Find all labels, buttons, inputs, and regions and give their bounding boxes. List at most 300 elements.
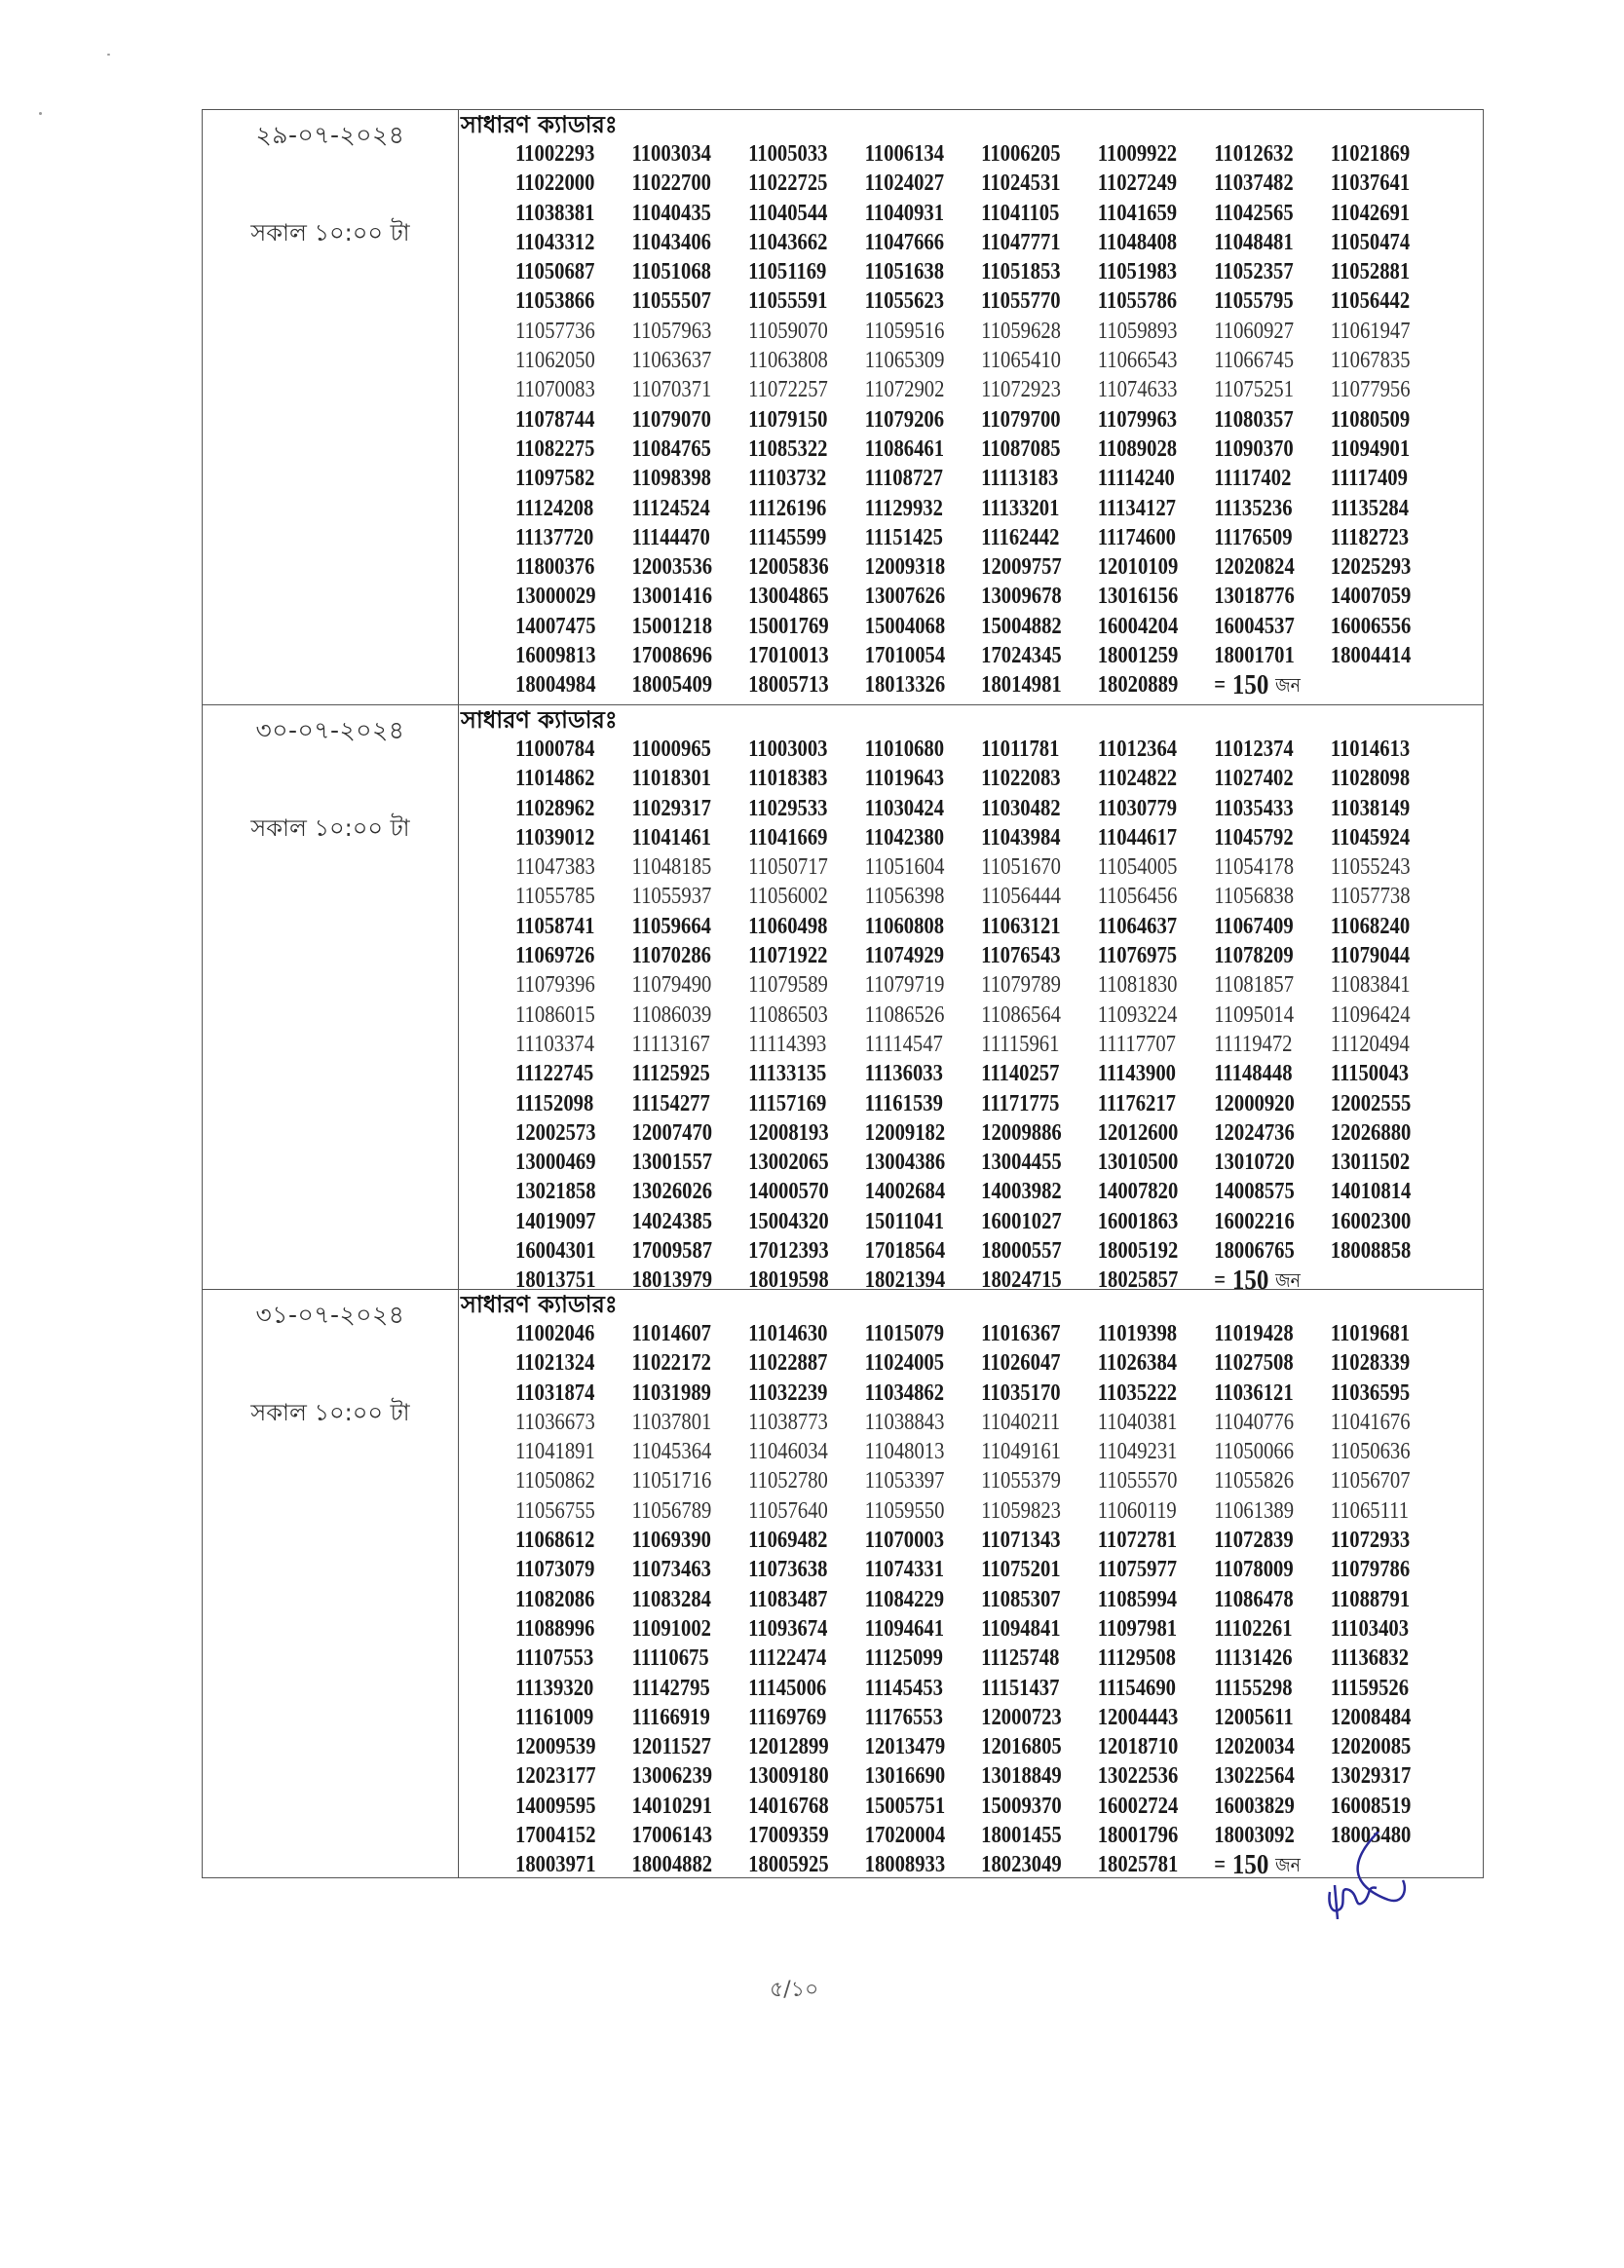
roll-number: 11082086 (515, 1586, 595, 1612)
roll-number: 13029317 (1330, 1763, 1412, 1790)
roll-number: 11124208 (515, 495, 594, 521)
roll-number: 11145453 (864, 1675, 943, 1701)
roll-number-row (515, 670, 1447, 699)
roll-number: 11056789 (631, 1497, 712, 1524)
roll-number: 11088996 (515, 1615, 595, 1642)
roll-number: 11062050 (515, 348, 595, 374)
roll-number: 11055507 (631, 288, 711, 315)
roll-number: 11162442 (981, 524, 1060, 550)
roll-number: 13009678 (981, 584, 1062, 610)
roll-number-row (515, 552, 1447, 582)
roll-number: 11022083 (981, 766, 1061, 792)
roll-number: 11018301 (631, 766, 711, 792)
roll-number-row (515, 582, 1447, 611)
roll-number: 11014630 (748, 1321, 828, 1346)
roll-numbers-cell (459, 705, 1599, 1297)
roll-number: 11050474 (1330, 229, 1411, 255)
roll-number: 11085994 (1097, 1586, 1178, 1612)
roll-number-row (515, 1319, 1447, 1348)
roll-number-row (515, 794, 1447, 823)
roll-number: 11057963 (631, 318, 712, 344)
roll-number-row (515, 1001, 1447, 1030)
roll-number: 18003092 (1214, 1823, 1295, 1849)
roll-number: 15005751 (864, 1793, 946, 1819)
roll-number: 15001769 (748, 613, 829, 639)
roll-number: 11176509 (1214, 524, 1293, 550)
roll-number: 11041461 (631, 824, 711, 850)
roll-number: 11161009 (515, 1704, 594, 1730)
roll-number: 11070003 (864, 1528, 945, 1554)
roll-number: 11081857 (1214, 972, 1295, 999)
roll-number: 11038149 (1330, 795, 1411, 821)
roll-number: 18013751 (515, 1267, 596, 1294)
roll-number: 11077956 (1330, 377, 1411, 403)
exam-date: ৩০-০৭-২০২৪ (255, 716, 405, 744)
roll-number: 11010680 (864, 737, 945, 762)
roll-number: 11019398 (1097, 1321, 1178, 1346)
roll-number: 11122474 (748, 1645, 827, 1672)
roll-number: 13009180 (748, 1763, 829, 1790)
roll-number: 14009595 (515, 1793, 596, 1819)
roll-number: 11050862 (515, 1468, 595, 1494)
exam-time: সকাল ১০:০০ টা (250, 814, 410, 842)
roll-number: 11018383 (748, 766, 828, 792)
roll-number: 11043406 (631, 229, 711, 255)
roll-number: 13022536 (1097, 1763, 1179, 1790)
roll-number: 11114547 (864, 1031, 943, 1057)
roll-number-row (515, 1466, 1447, 1495)
roll-number: 12000723 (981, 1704, 1062, 1730)
roll-number: 11083487 (748, 1586, 828, 1612)
roll-number: 17018564 (864, 1238, 946, 1265)
roll-number: 14010291 (631, 1793, 713, 1819)
roll-number: 11055243 (1330, 854, 1411, 881)
roll-number: 11051983 (1097, 259, 1178, 285)
roll-number: 11113183 (981, 466, 1059, 492)
roll-number: 11079719 (864, 972, 945, 999)
roll-number: 11042565 (1214, 200, 1294, 226)
roll-number: 11159526 (1330, 1675, 1410, 1701)
roll-number: 18001259 (1097, 643, 1179, 669)
roll-number: 11076975 (1097, 943, 1178, 969)
roll-number-row (515, 612, 1447, 641)
schedule-section (203, 1289, 1483, 1881)
roll-number: 11019643 (864, 766, 945, 792)
roll-number: 11029533 (748, 795, 828, 821)
roll-number-row (515, 970, 1447, 1000)
date-time-cell (203, 110, 459, 704)
roll-number: 11176217 (1097, 1090, 1176, 1116)
roll-number-row (515, 286, 1447, 316)
roll-number: 11079490 (631, 972, 712, 999)
roll-number: 11053397 (864, 1468, 945, 1494)
roll-number: 12009886 (981, 1119, 1062, 1146)
roll-number: 11139320 (515, 1675, 594, 1701)
roll-number: 11096424 (1330, 1002, 1411, 1028)
roll-number: 11079396 (515, 972, 595, 999)
roll-number: 11068240 (1330, 913, 1411, 939)
roll-number: 11086039 (631, 1002, 712, 1028)
roll-number: 11103732 (748, 466, 827, 492)
roll-number: 14007475 (515, 613, 596, 639)
roll-number-row (515, 346, 1447, 375)
roll-number: 11038773 (748, 1409, 828, 1435)
roll-number: 11088791 (1330, 1586, 1411, 1612)
roll-number-row (515, 464, 1447, 493)
roll-number: 18005409 (631, 672, 713, 699)
roll-number: 11086015 (515, 1002, 595, 1028)
roll-number-row (515, 1207, 1447, 1236)
roll-number: 11086461 (864, 435, 945, 462)
roll-number: 14002684 (864, 1179, 946, 1205)
roll-number: 11057736 (515, 318, 595, 344)
roll-number-row (515, 1408, 1447, 1437)
roll-number-row (515, 1792, 1447, 1821)
roll-number: 11026047 (981, 1350, 1061, 1377)
roll-number: 11069482 (748, 1528, 828, 1554)
roll-number: 16002216 (1214, 1208, 1295, 1234)
roll-number: 11125925 (631, 1061, 710, 1087)
roll-number: 13022564 (1214, 1763, 1295, 1790)
roll-number: 11002293 (515, 141, 595, 167)
roll-number: 11082275 (515, 435, 595, 462)
roll-number: 11151425 (864, 524, 943, 550)
roll-number: 11103403 (1330, 1615, 1410, 1642)
roll-number: 11069726 (515, 943, 595, 969)
roll-number: 11012364 (1097, 737, 1178, 762)
roll-number: 11059664 (631, 913, 711, 939)
roll-number: 12009757 (981, 554, 1062, 581)
roll-number: 11006205 (981, 141, 1061, 167)
roll-number: 11059628 (981, 318, 1061, 344)
roll-number: 18001701 (1214, 643, 1295, 669)
roll-number: 18004984 (515, 672, 596, 699)
roll-number: 14010814 (1330, 1179, 1412, 1205)
roll-number: 11040381 (1097, 1409, 1178, 1435)
roll-number: 11031989 (631, 1380, 711, 1406)
roll-number: 16002300 (1330, 1208, 1412, 1234)
roll-number-row (515, 405, 1447, 435)
roll-number: 11055379 (981, 1468, 1061, 1494)
roll-number: 11052881 (1330, 259, 1411, 285)
roll-number: 11055795 (1214, 288, 1294, 315)
roll-number: 11107553 (515, 1645, 594, 1672)
roll-number: 11028962 (515, 795, 595, 821)
roll-number: 11071343 (981, 1528, 1061, 1554)
roll-number: 11048408 (1097, 229, 1178, 255)
roll-number: 11074331 (864, 1557, 945, 1583)
roll-number: 11066745 (1214, 348, 1295, 374)
roll-number: 11073079 (515, 1557, 595, 1583)
roll-number: 18023049 (981, 1852, 1062, 1878)
roll-number-row (515, 912, 1447, 941)
roll-number-row (515, 139, 1447, 169)
roll-number-row (515, 1496, 1447, 1526)
roll-number: 17020004 (864, 1823, 946, 1849)
roll-number: 12009539 (515, 1734, 596, 1760)
roll-number: 11054005 (1097, 854, 1178, 881)
exam-date: ২৯-০৭-২০২৪ (255, 121, 405, 149)
roll-number: 11075251 (1214, 377, 1295, 403)
roll-number: 11086478 (1214, 1586, 1294, 1612)
roll-number: 12018710 (1097, 1734, 1179, 1760)
roll-number: 11049161 (981, 1439, 1061, 1465)
roll-number: 11134127 (1097, 495, 1176, 521)
roll-number: 12009318 (864, 554, 946, 581)
roll-number: 18013979 (631, 1267, 713, 1294)
roll-number: 11026384 (1097, 1350, 1178, 1377)
roll-number: 11022887 (748, 1350, 828, 1377)
roll-number: 13021858 (515, 1179, 596, 1205)
roll-number: 13018776 (1214, 584, 1295, 610)
roll-number: 11097981 (1097, 1615, 1178, 1642)
roll-number: 11016367 (981, 1321, 1061, 1346)
roll-number: 11049231 (1097, 1439, 1178, 1465)
roll-number: 11014862 (515, 766, 595, 792)
roll-number: 11036595 (1330, 1380, 1411, 1406)
roll-number: 11040211 (981, 1409, 1061, 1435)
roll-number: 11043312 (515, 229, 595, 255)
roll-number: 12005611 (1214, 1704, 1294, 1730)
roll-number: 11072781 (1097, 1528, 1178, 1554)
roll-number: 11048013 (864, 1439, 945, 1465)
roll-number: 11133135 (748, 1061, 827, 1087)
schedule-section (203, 704, 1483, 1297)
roll-number: 11075977 (1097, 1557, 1178, 1583)
total-count: 150 (1231, 1849, 1269, 1881)
roll-number: 18004882 (631, 1852, 713, 1878)
roll-number: 11154277 (631, 1090, 710, 1116)
scan-speck (39, 112, 42, 115)
roll-number: 11084765 (631, 435, 711, 462)
roll-number: 17012393 (748, 1238, 829, 1265)
roll-number: 16001863 (1097, 1208, 1179, 1234)
roll-number: 11800376 (515, 554, 595, 581)
roll-number: 13007626 (864, 584, 946, 610)
roll-number: 11037641 (1330, 170, 1411, 197)
roll-number: 11027249 (1097, 170, 1178, 197)
roll-number: 11166919 (631, 1704, 710, 1730)
roll-number: 11022725 (748, 170, 828, 197)
roll-number-row (515, 941, 1447, 970)
roll-number: 11055570 (1097, 1468, 1178, 1494)
roll-number: 11059823 (981, 1497, 1061, 1524)
roll-number: 11056707 (1330, 1468, 1411, 1494)
roll-number: 11052357 (1214, 259, 1294, 285)
roll-number: 11079206 (864, 406, 945, 433)
roll-number: 11003003 (748, 737, 828, 762)
roll-number: 11080357 (1214, 406, 1294, 433)
roll-number: 11059893 (1097, 318, 1178, 344)
roll-number: 11070371 (631, 377, 712, 403)
roll-number: 11048481 (1214, 229, 1294, 255)
roll-number: 11039012 (515, 824, 595, 850)
roll-number: 11086503 (748, 1002, 828, 1028)
roll-number: 11036121 (1214, 1380, 1294, 1406)
roll-number: 11064637 (1097, 913, 1178, 939)
roll-number: 11125099 (864, 1645, 943, 1672)
roll-number: 17009587 (631, 1238, 713, 1265)
roll-number-row (515, 1821, 1447, 1850)
roll-number: 11074633 (1097, 377, 1178, 403)
roll-number: 11024005 (864, 1350, 945, 1377)
roll-number: 11000965 (631, 737, 711, 762)
roll-number: 11152098 (515, 1090, 594, 1116)
roll-number: 11078009 (1214, 1557, 1294, 1583)
roll-number: 11034862 (864, 1380, 945, 1406)
roll-number-row (515, 1585, 1447, 1614)
roll-number: 14000570 (748, 1179, 829, 1205)
roll-number: 18005192 (1097, 1238, 1179, 1265)
roll-number: 11051716 (631, 1468, 712, 1494)
roll-number: 18003480 (1330, 1823, 1412, 1849)
roll-number: 18025857 (1097, 1267, 1179, 1294)
roll-number: 11131426 (1214, 1645, 1293, 1672)
roll-number: 11056442 (1330, 288, 1411, 315)
roll-number: 11161539 (864, 1090, 943, 1116)
roll-number: 11145006 (748, 1675, 827, 1701)
roll-number: 16003829 (1214, 1793, 1295, 1819)
roll-number: 11029317 (631, 795, 711, 821)
roll-number: 15009370 (981, 1793, 1062, 1819)
roll-number: 13000029 (515, 584, 596, 610)
scan-speck (107, 54, 110, 56)
roll-number-row (515, 764, 1447, 793)
roll-number: 11051169 (748, 259, 827, 285)
roll-number: 11074929 (864, 943, 945, 969)
roll-number: 11040435 (631, 200, 711, 226)
roll-number: 11076543 (981, 943, 1061, 969)
roll-number: 12007470 (631, 1119, 713, 1146)
roll-number: 11085307 (981, 1586, 1061, 1612)
roll-number: 11122745 (515, 1061, 594, 1087)
roll-number: 11075201 (981, 1557, 1061, 1583)
roll-number: 17010013 (748, 643, 829, 669)
roll-number: 11055937 (631, 884, 712, 910)
roll-number: 11048185 (631, 854, 712, 881)
roll-number: 11182723 (1330, 524, 1410, 550)
roll-number: 11044617 (1097, 824, 1178, 850)
roll-number: 11060808 (864, 913, 945, 939)
roll-number: 11036673 (515, 1409, 595, 1435)
cadre-header: সাধারণ ক্যাডারঃ (461, 706, 618, 734)
roll-number: 11030424 (864, 795, 945, 821)
roll-number: 11040776 (1214, 1409, 1295, 1435)
roll-number: 11040931 (864, 200, 945, 226)
total-unit: জন (1275, 1853, 1301, 1877)
roll-number: 11171775 (981, 1090, 1060, 1116)
roll-number: 11083841 (1330, 972, 1411, 999)
roll-number: 11000784 (515, 737, 595, 762)
equals-sign: = (1214, 1852, 1227, 1878)
roll-number: 11154690 (1097, 1675, 1176, 1701)
roll-number: 13026026 (631, 1179, 713, 1205)
roll-number: 18025781 (1097, 1852, 1179, 1878)
roll-number: 12008193 (748, 1119, 829, 1146)
roll-number: 11051068 (631, 259, 711, 285)
roll-number: 11047771 (981, 229, 1061, 255)
roll-number: 11174600 (1097, 524, 1176, 550)
roll-number: 11079789 (981, 972, 1061, 999)
roll-number-row (515, 735, 1447, 764)
roll-number: 11110675 (631, 1645, 709, 1672)
roll-number: 18000557 (981, 1238, 1062, 1265)
roll-number-row (515, 1118, 1447, 1148)
roll-numbers-cell (459, 110, 1599, 704)
roll-number: 16004301 (515, 1238, 596, 1265)
roll-number: 13001416 (631, 584, 713, 610)
roll-number: 11006134 (864, 141, 945, 167)
exam-date: ৩১-০৭-২০২৪ (255, 1301, 405, 1329)
roll-number: 11056456 (1097, 884, 1178, 910)
roll-number: 11058741 (515, 913, 595, 939)
roll-number: 11030779 (1097, 795, 1178, 821)
roll-number: 11117402 (1214, 466, 1292, 492)
roll-number: 11055826 (1214, 1468, 1295, 1494)
roll-number: 14007820 (1097, 1179, 1179, 1205)
roll-number: 11079963 (1097, 406, 1178, 433)
roll-number: 11098398 (631, 466, 711, 492)
roll-number: 11143900 (1097, 1061, 1176, 1087)
roll-number-row (515, 199, 1447, 228)
roll-number: 11050066 (1214, 1439, 1295, 1465)
roll-number: 11031874 (515, 1380, 595, 1406)
roll-number: 11126196 (748, 495, 827, 521)
roll-number: 11055770 (981, 288, 1061, 315)
roll-number: 11055785 (515, 884, 595, 910)
roll-number: 12004443 (1097, 1704, 1179, 1730)
roll-number: 17008696 (631, 643, 713, 669)
roll-number: 16008519 (1330, 1793, 1412, 1819)
roll-number: 11066543 (1097, 348, 1178, 374)
signature-icon (1310, 1832, 1417, 1919)
roll-number: 12009182 (864, 1119, 946, 1146)
roll-number-row (515, 882, 1447, 911)
roll-number: 18019598 (748, 1267, 829, 1294)
roll-number: 14003982 (981, 1179, 1062, 1205)
roll-number: 11051638 (864, 259, 945, 285)
roll-number-row (515, 1526, 1447, 1555)
roll-number: 17004152 (515, 1823, 596, 1849)
roll-number: 11050636 (1330, 1439, 1411, 1465)
roll-number: 11059516 (864, 318, 945, 344)
roll-number: 11011781 (981, 737, 1060, 762)
roll-number: 11022172 (631, 1350, 711, 1377)
roll-number: 17024345 (981, 643, 1062, 669)
roll-number: 11037482 (1214, 170, 1294, 197)
roll-number: 11012374 (1214, 737, 1294, 762)
roll-number: 11087085 (981, 435, 1061, 462)
total-unit: জন (1275, 673, 1301, 698)
roll-number: 18008933 (864, 1852, 946, 1878)
roll-number: 11069390 (631, 1528, 711, 1554)
roll-number-row (515, 435, 1447, 464)
roll-number: 15004068 (864, 613, 946, 639)
roll-number: 11094641 (864, 1615, 945, 1642)
roll-number: 11057640 (748, 1497, 828, 1524)
roll-number: 11038381 (515, 200, 595, 226)
roll-number: 13010500 (1097, 1150, 1179, 1176)
roll-number: 11169769 (748, 1704, 827, 1730)
equals-sign: = (1214, 1267, 1227, 1294)
roll-number: 11119472 (1214, 1031, 1293, 1057)
roll-number-row (515, 1437, 1447, 1466)
roll-number: 11072933 (1330, 1528, 1411, 1554)
roll-number: 12005836 (748, 554, 829, 581)
roll-number: 11078209 (1214, 943, 1294, 969)
roll-number: 12013479 (864, 1734, 946, 1760)
roll-number-row (515, 1089, 1447, 1118)
